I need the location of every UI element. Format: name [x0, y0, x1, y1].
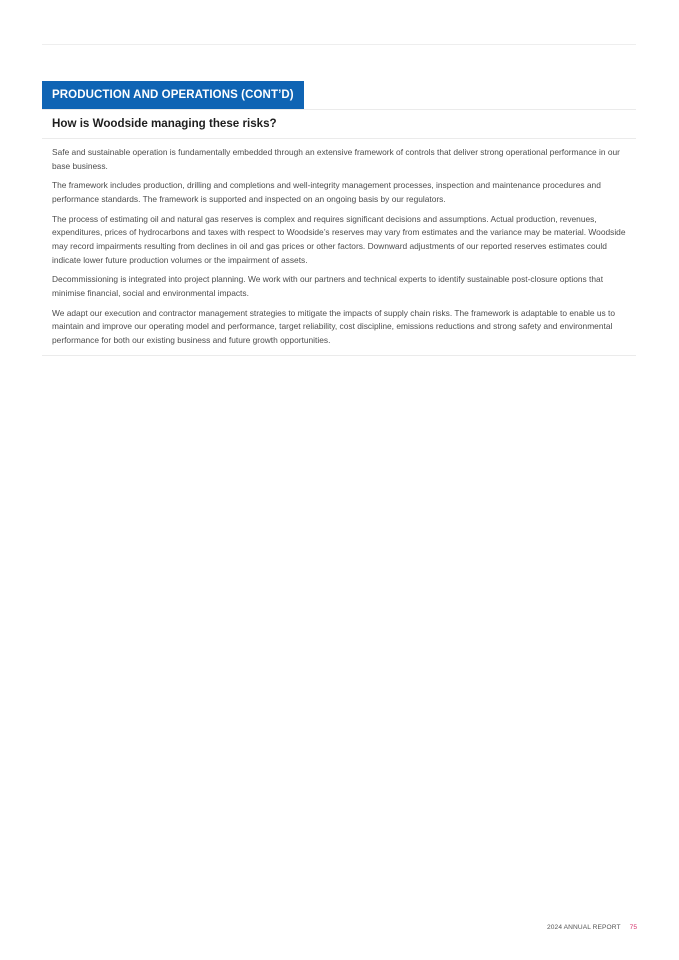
- section-end-divider: [42, 355, 636, 356]
- heading-divider: [42, 138, 636, 139]
- top-divider: [42, 44, 636, 45]
- report-label: 2024 ANNUAL REPORT: [547, 924, 621, 931]
- section-question-heading: How is Woodside managing these risks?: [52, 117, 277, 130]
- paragraph-supply-chain: We adapt our execution and contractor management strategies to mitigate the impacts of supply chain risks. The framework is adaptable to enable us to maintain and improve our operating model and performance, target reliability, cost discipline, emissions reductions and strong safety and environmental performance for both our existing business and future growth opportunities.: [52, 307, 615, 345]
- paragraph-framework: The framework includes production, drilling and completions and well-integrity management processes, inspection and maintenance procedures and performance standards. The framework is supported and inspected on an ongoing basis by our regulators.: [52, 180, 601, 204]
- page-number: 75: [629, 924, 637, 931]
- paragraph-reserves: The process of estimating oil and natural gas reserves is complex and requires significant decisions and assumptions. Actual production, revenues, expenditures, prices of hydrocarbons and taxes with respect to Woodside’s reserves may vary from estimates and the variance may be material. Woodside may record impairments resulting from declines in oil and gas prices or other factors. Downward adjustments of our reported reserves estimates could indicate lower future production volumes or the impairment of assets.: [52, 213, 626, 265]
- page-footer: [547, 923, 637, 933]
- paragraph-decommissioning: Decommissioning is integrated into project planning. We work with our partners and technical experts to identify sustainable post-closure options that minimise financial, social and environmental impacts.: [52, 274, 604, 298]
- paragraph-safe-operation: Safe and sustainable operation is fundamentally embedded through an extensive framework of controls that deliver strong operational performance in our base business.: [52, 147, 620, 171]
- banner-divider: [42, 109, 636, 110]
- body-text: [52, 146, 632, 354]
- section-banner: PRODUCTION AND OPERATIONS (CONT’D): [42, 81, 304, 109]
